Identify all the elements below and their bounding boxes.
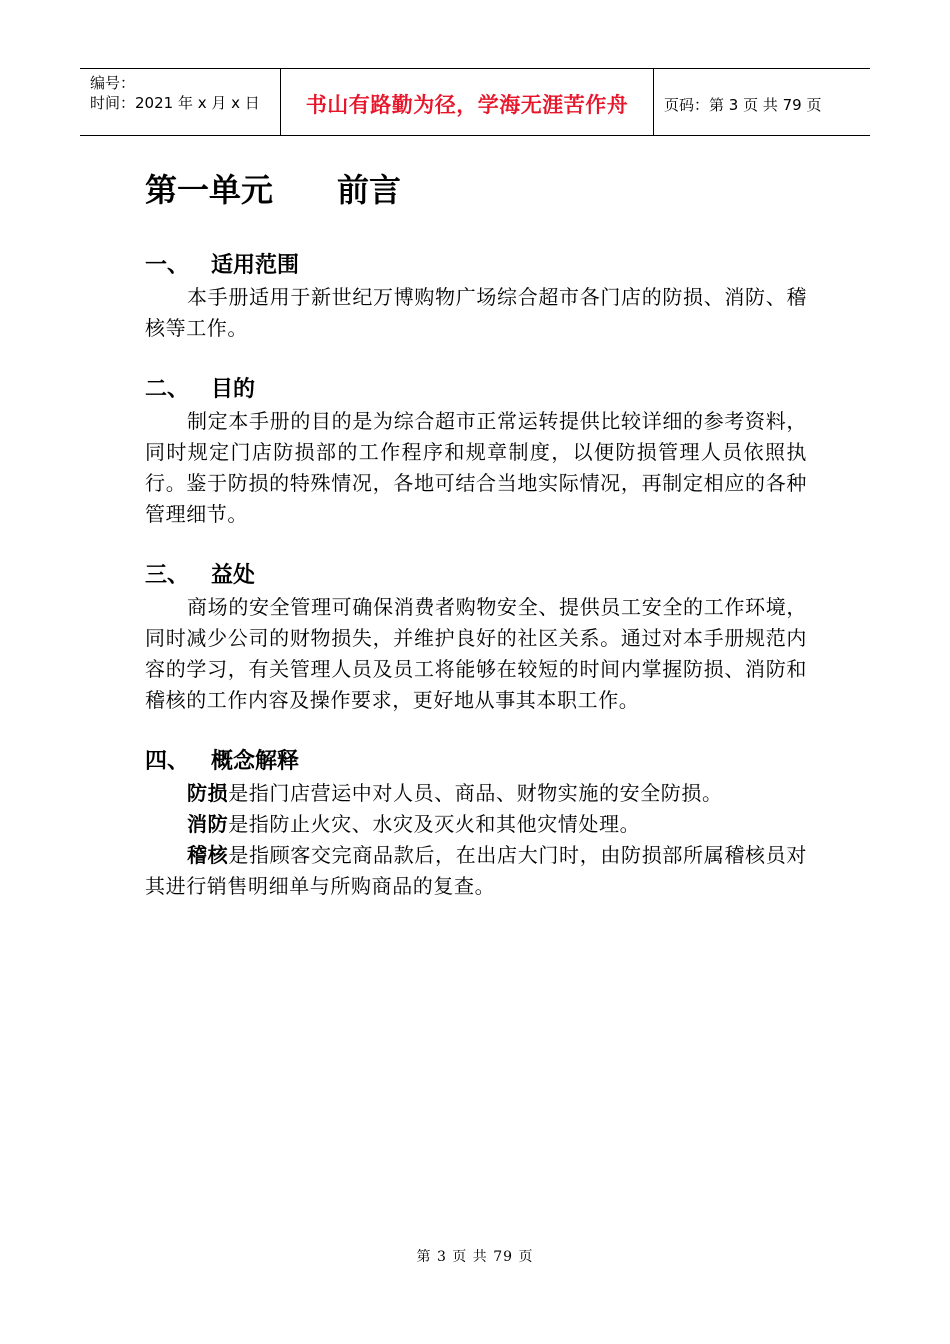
term-name: 稽核	[187, 843, 229, 867]
section-heading	[145, 746, 807, 778]
term-definition	[145, 778, 807, 809]
term-text: 是指防止火灾、水灾及灭火和其他灾情处理。	[228, 812, 641, 836]
section-heading	[145, 374, 807, 406]
section-heading	[145, 250, 807, 282]
section-number: 一、	[145, 253, 190, 278]
term-name: 消防	[187, 812, 229, 836]
term-definition	[145, 840, 807, 902]
header-number-label: 编号：	[90, 74, 136, 92]
section-title: 益处	[211, 563, 256, 588]
section-title: 概念解释	[211, 749, 300, 774]
document-body	[145, 150, 807, 902]
term-definition	[145, 809, 807, 840]
page-footer: 第 3 页 共 79 页	[416, 1249, 534, 1265]
page-header	[80, 68, 870, 136]
term-text: 是指门店营运中对人员、商品、财物实施的安全防损。	[228, 781, 723, 805]
term-text: 是指顾客交完商品款后，在出店大门时，由防损部所属稽核员对其进行销售明细单与所购商品的复查。	[145, 843, 807, 898]
section-title: 目的	[211, 377, 256, 402]
header-motto: 书山有路勤为径，学海无涯苦作舟	[281, 69, 654, 135]
section-paragraph: 商场的安全管理可确保消费者购物安全、提供员工安全的工作环境，同时减少公司的财物损失，并维护良好的社区关系。通过对本手册规范内容的学习，有关管理人员及员工将能够在较短的时间内掌握防损、消防和稽核的工作内容及操作要求，更好地从事其本职工作。	[145, 595, 807, 712]
section-paragraph: 本手册适用于新世纪万博购物广场综合超市各门店的防损、消防、稽核等工作。	[145, 285, 807, 340]
header-meta	[80, 69, 281, 135]
term-name: 防损	[187, 781, 229, 805]
header-page-info: 页码：第 3 页 共 79 页	[664, 95, 822, 114]
unit-title: 第一单元 前言	[145, 171, 402, 209]
header-date-label: 时间：2021 年 x 月 x 日	[90, 94, 260, 112]
section-number: 二、	[145, 377, 190, 402]
section-number: 三、	[145, 563, 190, 588]
section-title: 适用范围	[211, 253, 300, 278]
section-heading	[145, 560, 807, 592]
section-paragraph: 制定本手册的目的是为综合超市正常运转提供比较详细的参考资料，同时规定门店防损部的工作程序和规章制度，以便防损管理人员依照执行。鉴于防损的特殊情况，各地可结合当地实际情况，再制定相应的各种管理细节。	[145, 409, 807, 526]
section-number: 四、	[145, 749, 190, 774]
